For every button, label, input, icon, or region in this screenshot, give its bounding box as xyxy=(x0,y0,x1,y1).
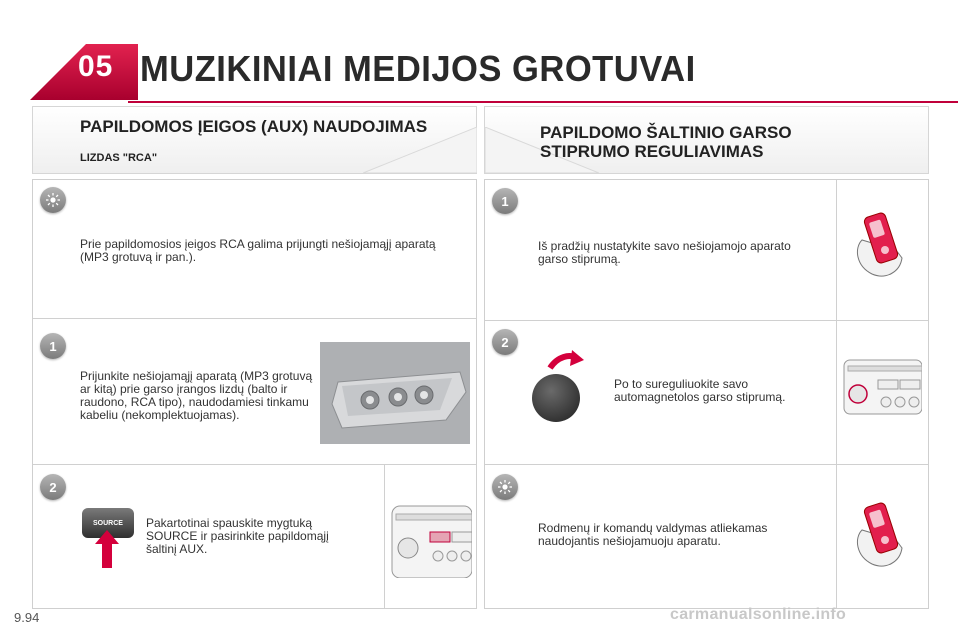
right-step-2-text: Po to sureguliuokite savo automagnetolos garso stiprumą. xyxy=(614,377,786,404)
volume-knob-icon xyxy=(530,350,586,426)
right-note-text: Rodmenų ir komandų valdymas atliekamas naudojantis nešiojamuoju aparatu. xyxy=(538,521,768,548)
step-number-badge: 1 xyxy=(40,333,66,359)
left-step-1-text: Prijunkite nešiojamąjį aparatą (MP3 grotuvą ar kitą) prie garso įrangos lizdų (balto ir raudono, RCA tipo), naudodamiesi tinkamu kabeliu (nekomplektuojamas). xyxy=(80,369,313,422)
portable-player-hand-image xyxy=(852,210,912,280)
left-divider-2 xyxy=(33,464,476,465)
left-subsection-title: LIZDAS "RCA" xyxy=(80,152,158,164)
right-divider-3 xyxy=(836,180,837,608)
step-number-badge: 1 xyxy=(492,188,518,214)
right-section-title-line-2: STIPRUMO REGULIAVIMAS xyxy=(540,142,764,161)
right-section-title-line-1: PAPILDOMO ŠALTINIO GARSO xyxy=(540,123,792,142)
radio-unit-image xyxy=(842,358,922,416)
chapter-number: 05 xyxy=(78,50,114,83)
rca-socket-image xyxy=(320,342,470,444)
light-bulb-icon xyxy=(40,187,66,213)
left-divider-3 xyxy=(384,465,385,608)
header-rule xyxy=(128,101,958,103)
watermark: carmanualsonline.info xyxy=(670,606,847,623)
page-number: 9.94 xyxy=(14,610,40,625)
step-number-badge: 2 xyxy=(40,474,66,500)
portable-player-hand-image xyxy=(852,500,912,570)
radio-unit-image xyxy=(390,504,472,578)
step-number-badge: 2 xyxy=(492,329,518,355)
left-divider-1 xyxy=(33,318,476,319)
press-arrow-icon xyxy=(94,530,120,568)
source-button-label: SOURCE xyxy=(93,519,123,527)
light-bulb-icon xyxy=(492,474,518,500)
left-step-2-text: Pakartotinai spauskite mygtuką SOURCE ir pasirinkite papildomąjį šaltinį AUX. xyxy=(146,516,329,556)
left-section-title: PAPILDOMOS ĮEIGOS (AUX) NAUDOJIMAS xyxy=(80,117,428,136)
right-divider-2 xyxy=(485,464,928,465)
page-title: MUZIKINIAI MEDIJOS GROTUVAI xyxy=(140,48,696,89)
right-step-1-text: Iš pradžių nustatykite savo nešiojamojo aparato garso stiprumą. xyxy=(538,239,791,266)
right-divider-1 xyxy=(485,320,928,321)
left-intro-text: Prie papildomosios įeigos RCA galima prijungti nešiojamąjį aparatą (MP3 grotuvą ir pan.). xyxy=(80,237,436,264)
